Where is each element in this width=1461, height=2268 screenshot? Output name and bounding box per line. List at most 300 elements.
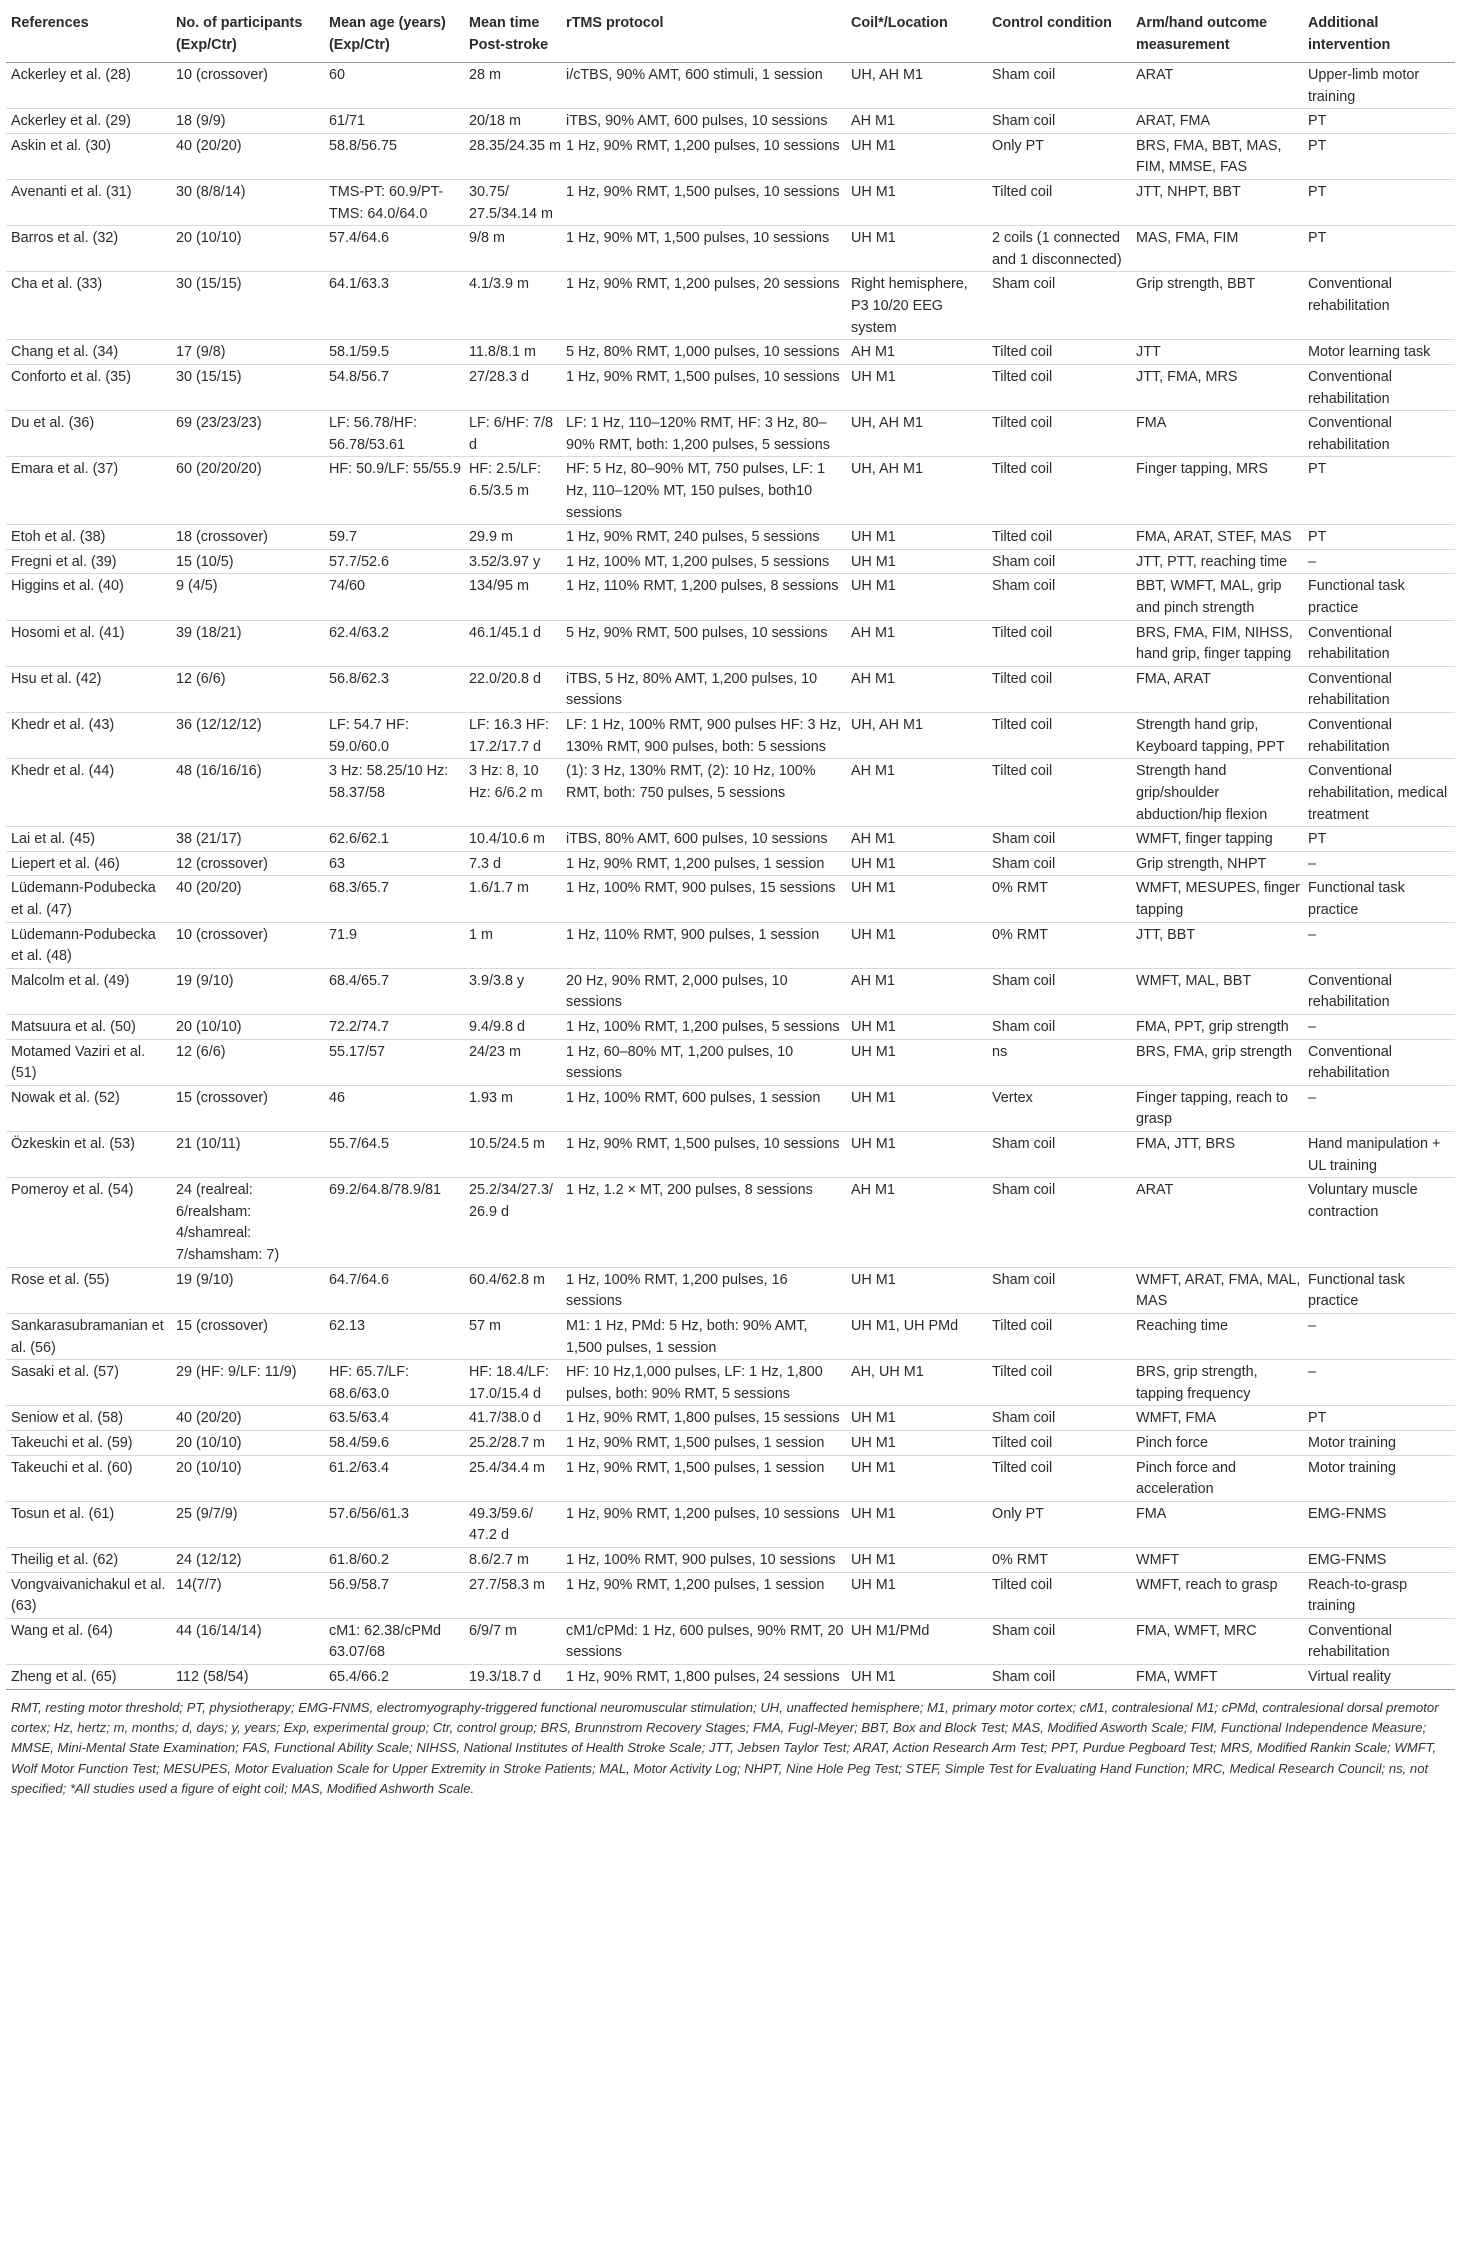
cell-time-post-stroke: 46.1/45.1 d [469, 624, 542, 641]
cell-time-post-stroke: 30.75/ 27.5/34.14 m [469, 184, 554, 222]
cell-control-condition: Tilted coil [992, 717, 1053, 734]
cell-mean-age: 72.2/74.7 [329, 1018, 390, 1035]
cell-reference: Khedr et al. (43) [11, 717, 115, 734]
cell-reference: Rose et al. (55) [11, 1271, 110, 1288]
cell-rtms-protocol: 20 Hz, 90% RMT, 2,000 pulses, 10 sessions [566, 972, 788, 1011]
table-row [6, 180, 1455, 226]
cell-participants: 40 (20/20) [176, 137, 242, 154]
cell-mean-age: 63 [329, 855, 346, 872]
cell-time-post-stroke: LF: 6/HF: 7/8 d [469, 415, 553, 453]
cell-time-post-stroke: 10.5/24.5 m [469, 1136, 546, 1153]
cell-participants: 14(7/7) [176, 1576, 222, 1593]
cell-time-post-stroke: 8.6/2.7 m [469, 1552, 529, 1568]
table-row [6, 549, 1455, 574]
cell-rtms-protocol: LF: 1 Hz, 100% RMT, 900 pulses HF: 3 Hz, 130% RMT, 900 pulses, both: 5 sessions [566, 717, 842, 755]
cell-additional-intervention: – [1308, 1317, 1317, 1334]
cell-reference: Cha et al. (33) [11, 276, 103, 293]
cell-outcome-measurement: JTT, FMA, MRS [1136, 368, 1238, 385]
cell-rtms-protocol: 1 Hz, 90% MT, 1,500 pulses, 10 sessions [566, 230, 830, 247]
cell-outcome-measurement: Finger tapping, MRS [1136, 461, 1268, 478]
cell-reference: Sasaki et al. (57) [11, 1364, 119, 1381]
cell-reference: Tosun et al. (61) [11, 1505, 115, 1522]
cell-rtms-protocol: 1 Hz, 90% RMT, 1,500 pulses, 10 sessions [566, 368, 840, 385]
cell-time-post-stroke: 10.4/10.6 m [469, 831, 546, 848]
cell-mean-age: 54.8/56.7 [329, 368, 390, 385]
cell-time-post-stroke: 1.93 m [469, 1089, 513, 1106]
cell-outcome-measurement: Pinch force [1136, 1434, 1208, 1451]
cell-outcome-measurement: BRS, FMA, FIM, NIHSS, hand grip, finger tapping [1136, 624, 1293, 663]
cell-control-condition: Sham coil [992, 1136, 1056, 1153]
cell-outcome-measurement: WMFT, finger tapping [1136, 831, 1273, 848]
cell-control-condition: Tilted coil [992, 529, 1053, 546]
cell-outcome-measurement: Strength hand grip, Keyboard tapping, PPT [1136, 717, 1285, 755]
cell-outcome-measurement: WMFT, FMA [1136, 1410, 1216, 1427]
cell-outcome-measurement: BRS, FMA, grip strength [1136, 1043, 1292, 1060]
cell-additional-intervention: – [1308, 1018, 1317, 1035]
cell-rtms-protocol: 1 Hz, 110% RMT, 900 pulses, 1 session [566, 926, 820, 943]
cell-reference: Lüdemann-Podubecka et al. (47) [11, 880, 156, 918]
cell-participants: 39 (18/21) [176, 624, 242, 641]
cell-mean-age: LF: 56.78/HF: 56.78/53.61 [329, 415, 417, 453]
cell-mean-age: 56.8/62.3 [329, 670, 390, 687]
cell-control-condition: Sham coil [992, 1182, 1056, 1199]
cell-mean-age: TMS-PT: 60.9/PT-TMS: 64.0/64.0 [329, 184, 444, 222]
cell-outcome-measurement: FMA [1136, 415, 1167, 432]
table-row [6, 759, 1455, 827]
cell-coil-location: UH M1 [851, 880, 896, 897]
cell-mean-age: 74/60 [329, 578, 366, 595]
table-row [6, 1572, 1455, 1618]
table-row [6, 574, 1455, 620]
cell-rtms-protocol: 1 Hz, 100% RMT, 600 pulses, 1 session [566, 1089, 821, 1106]
study-characteristics-table [6, 4, 1455, 1690]
cell-time-post-stroke: 1 m [469, 926, 493, 943]
cell-reference: Hosomi et al. (41) [11, 624, 125, 641]
cell-outcome-measurement: Grip strength, BBT [1136, 276, 1256, 293]
cell-rtms-protocol: 1 Hz, 100% RMT, 1,200 pulses, 5 sessions [566, 1018, 840, 1035]
table-row [6, 1548, 1455, 1573]
cell-rtms-protocol: 1 Hz, 90% RMT, 1,500 pulses, 10 sessions [566, 1136, 840, 1153]
cell-reference: Askin et al. (30) [11, 137, 111, 154]
cell-coil-location: UH M1 [851, 1669, 896, 1686]
table-row [6, 1313, 1455, 1359]
cell-control-condition: Tilted coil [992, 670, 1053, 687]
cell-rtms-protocol: i/cTBS, 90% AMT, 600 stimuli, 1 session [566, 67, 823, 83]
cell-participants: 25 (9/7/9) [176, 1505, 238, 1522]
cell-control-condition: Sham coil [992, 553, 1056, 570]
cell-reference: Sankarasubramanian et al. (56) [11, 1317, 164, 1356]
cell-rtms-protocol: HF: 5 Hz, 80–90% MT, 750 pulses, LF: 1 Hz, 110–120% MT, 150 pulses, both10 sessions [566, 461, 826, 521]
cell-reference: Conforto et al. (35) [11, 368, 131, 385]
cell-time-post-stroke: 11.8/8.1 m [469, 344, 536, 361]
cell-reference: Higgins et al. (40) [11, 578, 124, 595]
cell-outcome-measurement: WMFT, reach to grasp [1136, 1576, 1278, 1593]
cell-coil-location: UH M1, UH PMd [851, 1317, 959, 1334]
table-row [6, 411, 1455, 457]
cell-reference: Takeuchi et al. (59) [11, 1434, 133, 1451]
cell-reference: Liepert et al. (46) [11, 855, 120, 872]
cell-coil-location: UH, AH M1 [851, 67, 923, 83]
cell-outcome-measurement: FMA, JTT, BRS [1136, 1136, 1236, 1153]
cell-control-condition: Sham coil [992, 67, 1056, 83]
cell-outcome-measurement: FMA, ARAT, STEF, MAS [1136, 529, 1292, 546]
cell-outcome-measurement: FMA, WMFT [1136, 1669, 1218, 1686]
table-row [6, 525, 1455, 550]
cell-participants: 12 (6/6) [176, 670, 226, 687]
cell-outcome-measurement: Finger tapping, reach to grasp [1136, 1089, 1288, 1128]
cell-additional-intervention: – [1308, 1089, 1317, 1106]
cell-additional-intervention: – [1308, 855, 1317, 872]
cell-rtms-protocol: 1 Hz, 90% RMT, 1,200 pulses, 1 session [566, 855, 825, 872]
cell-participants: 112 (58/54) [176, 1669, 249, 1686]
cell-participants: 15 (10/5) [176, 553, 234, 570]
cell-control-condition: Tilted coil [992, 763, 1053, 780]
cell-outcome-measurement: JTT, NHPT, BBT [1136, 184, 1241, 201]
cell-reference: Vongvaivanichakul et al. (63) [11, 1576, 166, 1615]
cell-coil-location: UH M1/PMd [851, 1622, 930, 1639]
cell-coil-location: UH M1 [851, 184, 896, 201]
table-row [6, 1501, 1455, 1547]
cell-time-post-stroke: 9.4/9.8 d [469, 1018, 526, 1035]
cell-reference: Hsu et al. (42) [11, 670, 102, 687]
cell-time-post-stroke: LF: 16.3 HF: 17.2/17.7 d [469, 717, 549, 755]
cell-additional-intervention: Functional task practice [1308, 578, 1405, 617]
cell-additional-intervention: Motor learning task [1308, 344, 1431, 361]
cell-additional-intervention: Conventional rehabilitation [1308, 368, 1393, 407]
cell-coil-location: UH M1 [851, 926, 896, 943]
cell-mean-age: cM1: 62.38/cPMd 63.07/68 [329, 1622, 441, 1661]
cell-rtms-protocol: 1 Hz, 100% RMT, 900 pulses, 10 sessions [566, 1552, 836, 1568]
cell-coil-location: UH M1 [851, 1576, 896, 1593]
header-control-condition: Control condition [987, 4, 1131, 63]
cell-reference: Theilig et al. (62) [11, 1552, 119, 1568]
cell-mean-age: 61/71 [329, 113, 366, 130]
cell-outcome-measurement: Grip strength, NHPT [1136, 855, 1267, 872]
table-row [6, 666, 1455, 712]
table-row [6, 109, 1455, 134]
cell-coil-location: UH M1 [851, 230, 896, 247]
cell-time-post-stroke: 7.3 d [469, 855, 502, 872]
cell-additional-intervention: PT [1308, 137, 1327, 154]
table-row [6, 1085, 1455, 1131]
cell-mean-age: 57.6/56/61.3 [329, 1505, 410, 1522]
cell-time-post-stroke: 1.6/1.7 m [469, 880, 529, 897]
cell-coil-location: UH M1 [851, 1410, 896, 1427]
cell-rtms-protocol: 1 Hz, 100% MT, 1,200 pulses, 5 sessions [566, 553, 830, 570]
cell-rtms-protocol: 1 Hz, 90% RMT, 1,200 pulses, 20 sessions [566, 276, 840, 293]
cell-control-condition: Sham coil [992, 276, 1056, 293]
cell-control-condition: Only PT [992, 1505, 1044, 1522]
cell-outcome-measurement: ARAT [1136, 1182, 1174, 1199]
table-row [6, 922, 1455, 968]
table-row [6, 457, 1455, 525]
cell-reference: Matsuura et al. (50) [11, 1018, 136, 1035]
cell-time-post-stroke: 41.7/38.0 d [469, 1410, 542, 1427]
cell-outcome-measurement: FMA, PPT, grip strength [1136, 1018, 1289, 1035]
cell-outcome-measurement: MAS, FMA, FIM [1136, 230, 1239, 247]
cell-additional-intervention: PT [1308, 831, 1327, 848]
cell-additional-intervention: Reach-to-grasp training [1308, 1576, 1408, 1615]
cell-coil-location: UH M1 [851, 553, 896, 570]
cell-control-condition: Vertex [992, 1089, 1033, 1106]
cell-participants: 12 (6/6) [176, 1043, 226, 1060]
cell-control-condition: Tilted coil [992, 415, 1053, 432]
cell-control-condition: Tilted coil [992, 344, 1053, 361]
cell-participants: 12 (crossover) [176, 855, 268, 872]
cell-participants: 20 (10/10) [176, 230, 242, 247]
cell-participants: 24 (12/12) [176, 1552, 242, 1568]
cell-reference: Seniow et al. (58) [11, 1410, 123, 1427]
table-row [6, 851, 1455, 876]
cell-control-condition: Sham coil [992, 831, 1056, 848]
cell-participants: 19 (9/10) [176, 1271, 234, 1288]
cell-rtms-protocol: 1 Hz, 110% RMT, 1,200 pulses, 8 sessions [566, 578, 839, 595]
cell-additional-intervention: PT [1308, 461, 1327, 478]
cell-outcome-measurement: ARAT [1136, 67, 1174, 83]
header-mean-age: Mean age (years) (Exp/Ctr) [324, 4, 464, 63]
cell-time-post-stroke: 57 m [469, 1317, 501, 1334]
cell-participants: 29 (HF: 9/LF: 11/9) [176, 1364, 297, 1381]
cell-control-condition: Tilted coil [992, 1459, 1053, 1476]
header-references: References [6, 4, 171, 63]
cell-mean-age: 3 Hz: 58.25/10 Hz: 58.37/58 [329, 763, 449, 801]
cell-control-condition: 0% RMT [992, 880, 1048, 897]
header-time-post-stroke: Mean time Post-stroke [464, 4, 561, 63]
cell-time-post-stroke: 28.35/24.35 m [469, 137, 562, 154]
cell-control-condition: Sham coil [992, 1410, 1056, 1427]
cell-mean-age: 55.17/57 [329, 1043, 386, 1060]
cell-participants: 17 (9/8) [176, 344, 226, 361]
cell-additional-intervention: Upper-limb motor training [1308, 67, 1420, 105]
cell-time-post-stroke: 3 Hz: 8, 10 Hz: 6/6.2 m [469, 763, 543, 801]
cell-participants: 10 (crossover) [176, 926, 268, 943]
cell-rtms-protocol: 1 Hz, 1.2 × MT, 200 pulses, 8 sessions [566, 1182, 813, 1199]
cell-reference: Ackerley et al. (28) [11, 67, 131, 83]
cell-additional-intervention: Voluntary muscle contraction [1308, 1182, 1418, 1220]
cell-control-condition: ns [992, 1043, 1008, 1060]
cell-mean-age: HF: 50.9/LF: 55/55.9 [329, 461, 461, 478]
cell-mean-age: HF: 65.7/LF: 68.6/63.0 [329, 1364, 409, 1402]
cell-mean-age: 59.7 [329, 529, 358, 546]
cell-reference: Zheng et al. (65) [11, 1669, 117, 1686]
cell-participants: 21 (10/11) [176, 1136, 241, 1153]
cell-participants: 44 (16/14/14) [176, 1622, 262, 1639]
cell-participants: 30 (8/8/14) [176, 184, 246, 201]
cell-reference: Malcolm et al. (49) [11, 972, 130, 989]
cell-rtms-protocol: 1 Hz, 90% RMT, 1,500 pulses, 10 sessions [566, 184, 840, 201]
table-row [6, 1455, 1455, 1501]
table-row [6, 1430, 1455, 1455]
table-row [6, 272, 1455, 340]
cell-coil-location: AH M1 [851, 624, 895, 641]
cell-rtms-protocol: 1 Hz, 90% RMT, 1,200 pulses, 1 session [566, 1576, 825, 1593]
cell-additional-intervention: Conventional rehabilitation [1308, 972, 1393, 1011]
cell-rtms-protocol: 1 Hz, 90% RMT, 240 pulses, 5 sessions [566, 529, 820, 546]
cell-additional-intervention: EMG-FNMS [1308, 1552, 1387, 1568]
cell-rtms-protocol: 1 Hz, 90% RMT, 1,800 pulses, 15 sessions [566, 1410, 840, 1427]
cell-control-condition: Sham coil [992, 113, 1056, 130]
cell-coil-location: UH M1 [851, 1043, 896, 1060]
cell-coil-location: UH M1 [851, 1018, 896, 1035]
cell-reference: Barros et al. (32) [11, 230, 119, 247]
cell-participants: 36 (12/12/12) [176, 717, 262, 734]
cell-coil-location: AH M1 [851, 344, 895, 361]
cell-rtms-protocol: HF: 10 Hz,1,000 pulses, LF: 1 Hz, 1,800 pulses, both: 90% RMT, 5 sessions [566, 1364, 823, 1402]
cell-reference: Avenanti et al. (31) [11, 184, 132, 201]
cell-outcome-measurement: Reaching time [1136, 1317, 1228, 1334]
cell-participants: 30 (15/15) [176, 276, 242, 293]
cell-outcome-measurement: BRS, FMA, BBT, MAS, FIM, MMSE, FAS [1136, 137, 1282, 176]
table-row [6, 620, 1455, 666]
cell-reference: Motamed Vaziri et al. (51) [11, 1043, 146, 1082]
cell-mean-age: 64.1/63.3 [329, 276, 390, 293]
cell-additional-intervention: Hand manipulation + UL training [1308, 1136, 1441, 1174]
cell-time-post-stroke: 20/18 m [469, 113, 521, 130]
cell-time-post-stroke: 24/23 m [469, 1043, 521, 1060]
table-row [6, 1039, 1455, 1085]
cell-coil-location: AH M1 [851, 670, 895, 687]
cell-outcome-measurement: WMFT, ARAT, FMA, MAL, MAS [1136, 1271, 1301, 1310]
table-row [6, 226, 1455, 272]
cell-participants: 10 (crossover) [176, 67, 268, 83]
cell-mean-age: LF: 54.7 HF: 59.0/60.0 [329, 717, 409, 755]
cell-participants: 15 (crossover) [176, 1089, 268, 1106]
cell-time-post-stroke: 29.9 m [469, 529, 513, 546]
cell-rtms-protocol: cM1/cPMd: 1 Hz, 600 pulses, 90% RMT, 20 sessions [566, 1622, 844, 1661]
cell-control-condition: Tilted coil [992, 1364, 1053, 1381]
table-row [6, 1618, 1455, 1664]
cell-time-post-stroke: 25.4/34.4 m [469, 1459, 546, 1476]
cell-coil-location: UH M1 [851, 855, 896, 872]
cell-time-post-stroke: HF: 2.5/LF: 6.5/3.5 m [469, 461, 541, 499]
cell-additional-intervention: EMG-FNMS [1308, 1505, 1387, 1522]
cell-rtms-protocol: 1 Hz, 100% RMT, 1,200 pulses, 16 sessions [566, 1271, 788, 1310]
cell-mean-age: 58.1/59.5 [329, 344, 390, 361]
cell-control-condition: Tilted coil [992, 184, 1053, 201]
table-row [6, 713, 1455, 759]
cell-rtms-protocol: iTBS, 80% AMT, 600 pulses, 10 sessions [566, 831, 828, 848]
cell-participants: 30 (15/15) [176, 368, 242, 385]
cell-rtms-protocol: 1 Hz, 90% RMT, 1,200 pulses, 10 sessions [566, 1505, 840, 1522]
cell-additional-intervention: Conventional rehabilitation [1308, 670, 1393, 709]
cell-mean-age: 63.5/63.4 [329, 1410, 390, 1427]
cell-control-condition: Sham coil [992, 578, 1056, 595]
cell-mean-age: 65.4/66.2 [329, 1669, 390, 1686]
cell-outcome-measurement: BBT, WMFT, MAL, grip and pinch strength [1136, 578, 1282, 617]
cell-additional-intervention: Conventional rehabilitation [1308, 1043, 1393, 1082]
cell-mean-age: 60 [329, 67, 346, 83]
cell-coil-location: UH M1 [851, 1434, 896, 1451]
cell-mean-age: 57.4/64.6 [329, 230, 390, 247]
table-row [6, 1014, 1455, 1039]
cell-participants: 18 (crossover) [176, 529, 268, 546]
cell-participants: 38 (21/17) [176, 831, 242, 848]
cell-outcome-measurement: WMFT, MESUPES, finger tapping [1136, 880, 1300, 918]
cell-outcome-measurement: BRS, grip strength, tapping frequency [1136, 1364, 1258, 1402]
cell-rtms-protocol: 1 Hz, 90% RMT, 1,500 pulses, 1 session [566, 1434, 825, 1451]
cell-additional-intervention: Conventional rehabilitation [1308, 717, 1393, 755]
cell-time-post-stroke: 25.2/28.7 m [469, 1434, 546, 1451]
cell-rtms-protocol: 5 Hz, 90% RMT, 500 pulses, 10 sessions [566, 624, 828, 641]
cell-rtms-protocol: M1: 1 Hz, PMd: 5 Hz, both: 90% AMT, 1,500 pulses, 1 session [566, 1317, 808, 1356]
cell-time-post-stroke: 19.3/18.7 d [469, 1669, 542, 1686]
cell-control-condition: Sham coil [992, 1018, 1056, 1035]
cell-outcome-measurement: JTT [1136, 344, 1161, 361]
cell-time-post-stroke: 28 m [469, 67, 501, 83]
cell-reference: Fregni et al. (39) [11, 553, 117, 570]
cell-additional-intervention: PT [1308, 184, 1327, 201]
cell-rtms-protocol: 5 Hz, 80% RMT, 1,000 pulses, 10 sessions [566, 344, 840, 361]
cell-mean-age: 62.6/62.1 [329, 831, 390, 848]
cell-rtms-protocol: 1 Hz, 60–80% MT, 1,200 pulses, 10 sessions [566, 1043, 794, 1082]
cell-control-condition: Only PT [992, 137, 1044, 154]
table-row [6, 876, 1455, 922]
cell-coil-location: UH M1 [851, 1505, 896, 1522]
table-row [6, 340, 1455, 365]
table-row [6, 827, 1455, 852]
cell-additional-intervention: Conventional rehabilitation [1308, 276, 1393, 315]
cell-rtms-protocol: 1 Hz, 90% RMT, 1,500 pulses, 1 session [566, 1459, 825, 1476]
cell-participants: 18 (9/9) [176, 113, 226, 130]
cell-time-post-stroke: 27.7/58.3 m [469, 1576, 546, 1593]
cell-reference: Nowak et al. (52) [11, 1089, 120, 1106]
cell-coil-location: UH M1 [851, 137, 896, 154]
cell-time-post-stroke: 3.52/3.97 y [469, 553, 541, 570]
cell-additional-intervention: Virtual reality [1308, 1669, 1391, 1686]
cell-additional-intervention: Functional task practice [1308, 1271, 1405, 1310]
cell-mean-age: 55.7/64.5 [329, 1136, 390, 1153]
cell-rtms-protocol: 1 Hz, 90% RMT, 1,800 pulses, 24 sessions [566, 1669, 840, 1686]
cell-coil-location: UH, AH M1 [851, 461, 923, 478]
cell-reference: Emara et al. (37) [11, 461, 119, 478]
cell-participants: 20 (10/10) [176, 1018, 242, 1035]
cell-mean-age: 56.9/58.7 [329, 1576, 390, 1593]
cell-time-post-stroke: HF: 18.4/LF: 17.0/15.4 d [469, 1364, 549, 1402]
cell-control-condition: Tilted coil [992, 368, 1053, 385]
cell-mean-age: 62.13 [329, 1317, 366, 1334]
cell-mean-age: 69.2/64.8/78.9/81 [329, 1182, 442, 1199]
cell-reference: Lüdemann-Podubecka et al. (48) [11, 926, 156, 965]
table-row [6, 968, 1455, 1014]
header-coil-location: Coil*/Location [846, 4, 987, 63]
cell-coil-location: UH, AH M1 [851, 415, 923, 432]
cell-time-post-stroke: 49.3/59.6/ 47.2 d [469, 1505, 534, 1544]
cell-mean-age: 61.2/63.4 [329, 1459, 390, 1476]
header-outcome-measurement: Arm/hand outcome measurement [1131, 4, 1303, 63]
cell-reference: Lai et al. (45) [11, 831, 95, 848]
cell-additional-intervention: PT [1308, 1410, 1327, 1427]
table-row [6, 1360, 1455, 1406]
cell-mean-age: 68.3/65.7 [329, 880, 390, 897]
cell-coil-location: UH M1 [851, 1459, 896, 1476]
cell-control-condition: Tilted coil [992, 1434, 1053, 1451]
cell-participants: 20 (10/10) [176, 1434, 242, 1451]
table-body [6, 63, 1455, 1690]
cell-reference: Pomeroy et al. (54) [11, 1182, 134, 1199]
cell-coil-location: UH M1 [851, 1089, 896, 1106]
cell-reference: Takeuchi et al. (60) [11, 1459, 133, 1476]
cell-time-post-stroke: 9/8 m [469, 230, 505, 247]
cell-time-post-stroke: 134/95 m [469, 578, 530, 595]
cell-mean-age: 58.4/59.6 [329, 1434, 390, 1451]
table-row [6, 1178, 1455, 1267]
table-row [6, 1665, 1455, 1690]
cell-mean-age: 46 [329, 1089, 346, 1106]
cell-coil-location: UH M1 [851, 1271, 896, 1288]
cell-reference: Khedr et al. (44) [11, 763, 115, 780]
cell-participants: 69 (23/23/23) [176, 415, 262, 432]
table-footnote: RMT, resting motor threshold; PT, physiotherapy; EMG-FNMS, electromyography-triggered functional neuromuscular stimulation; UH, unaffected hemisphere; M1, primary motor cortex; cM1, contralesional M1; cPMd, contralesional dorsal premotor cortex; Hz, hertz; m, months; d, days; y, years; Exp, experimental group; Ctr, control group; BRS, Brunnstrom Recovery Stages; FMA, Fugl-Meyer; BBT, Box and Block Test; MAS, Modified Asworth Scale; FIM, Functional Independence Measure; MMSE, Mini-Mental State Examination; FAS, Functional Ability Scale; NIHSS, National Institutes of Health Stroke Scale; JTT, Jebsen Taylor Test; ARAT, Action Research Arm Test; PPT, Purdue Pegboard Test; MRS, Modified Rankin Scale; WMFT, Wolf Motor Function Test; MESUPES, Motor Evaluation Scale for Upper Extremity in Stroke Patients; MAL, Motor Activity Log; NHPT, Nine Hole Peg Test; STEF, Simple Test for Evaluating Hand Function; MRC, Medical Research Council; ns, not specified; *All studies used a figure of eight coil; MAS, Modified Ashworth Scale. [11, 1699, 1439, 1796]
